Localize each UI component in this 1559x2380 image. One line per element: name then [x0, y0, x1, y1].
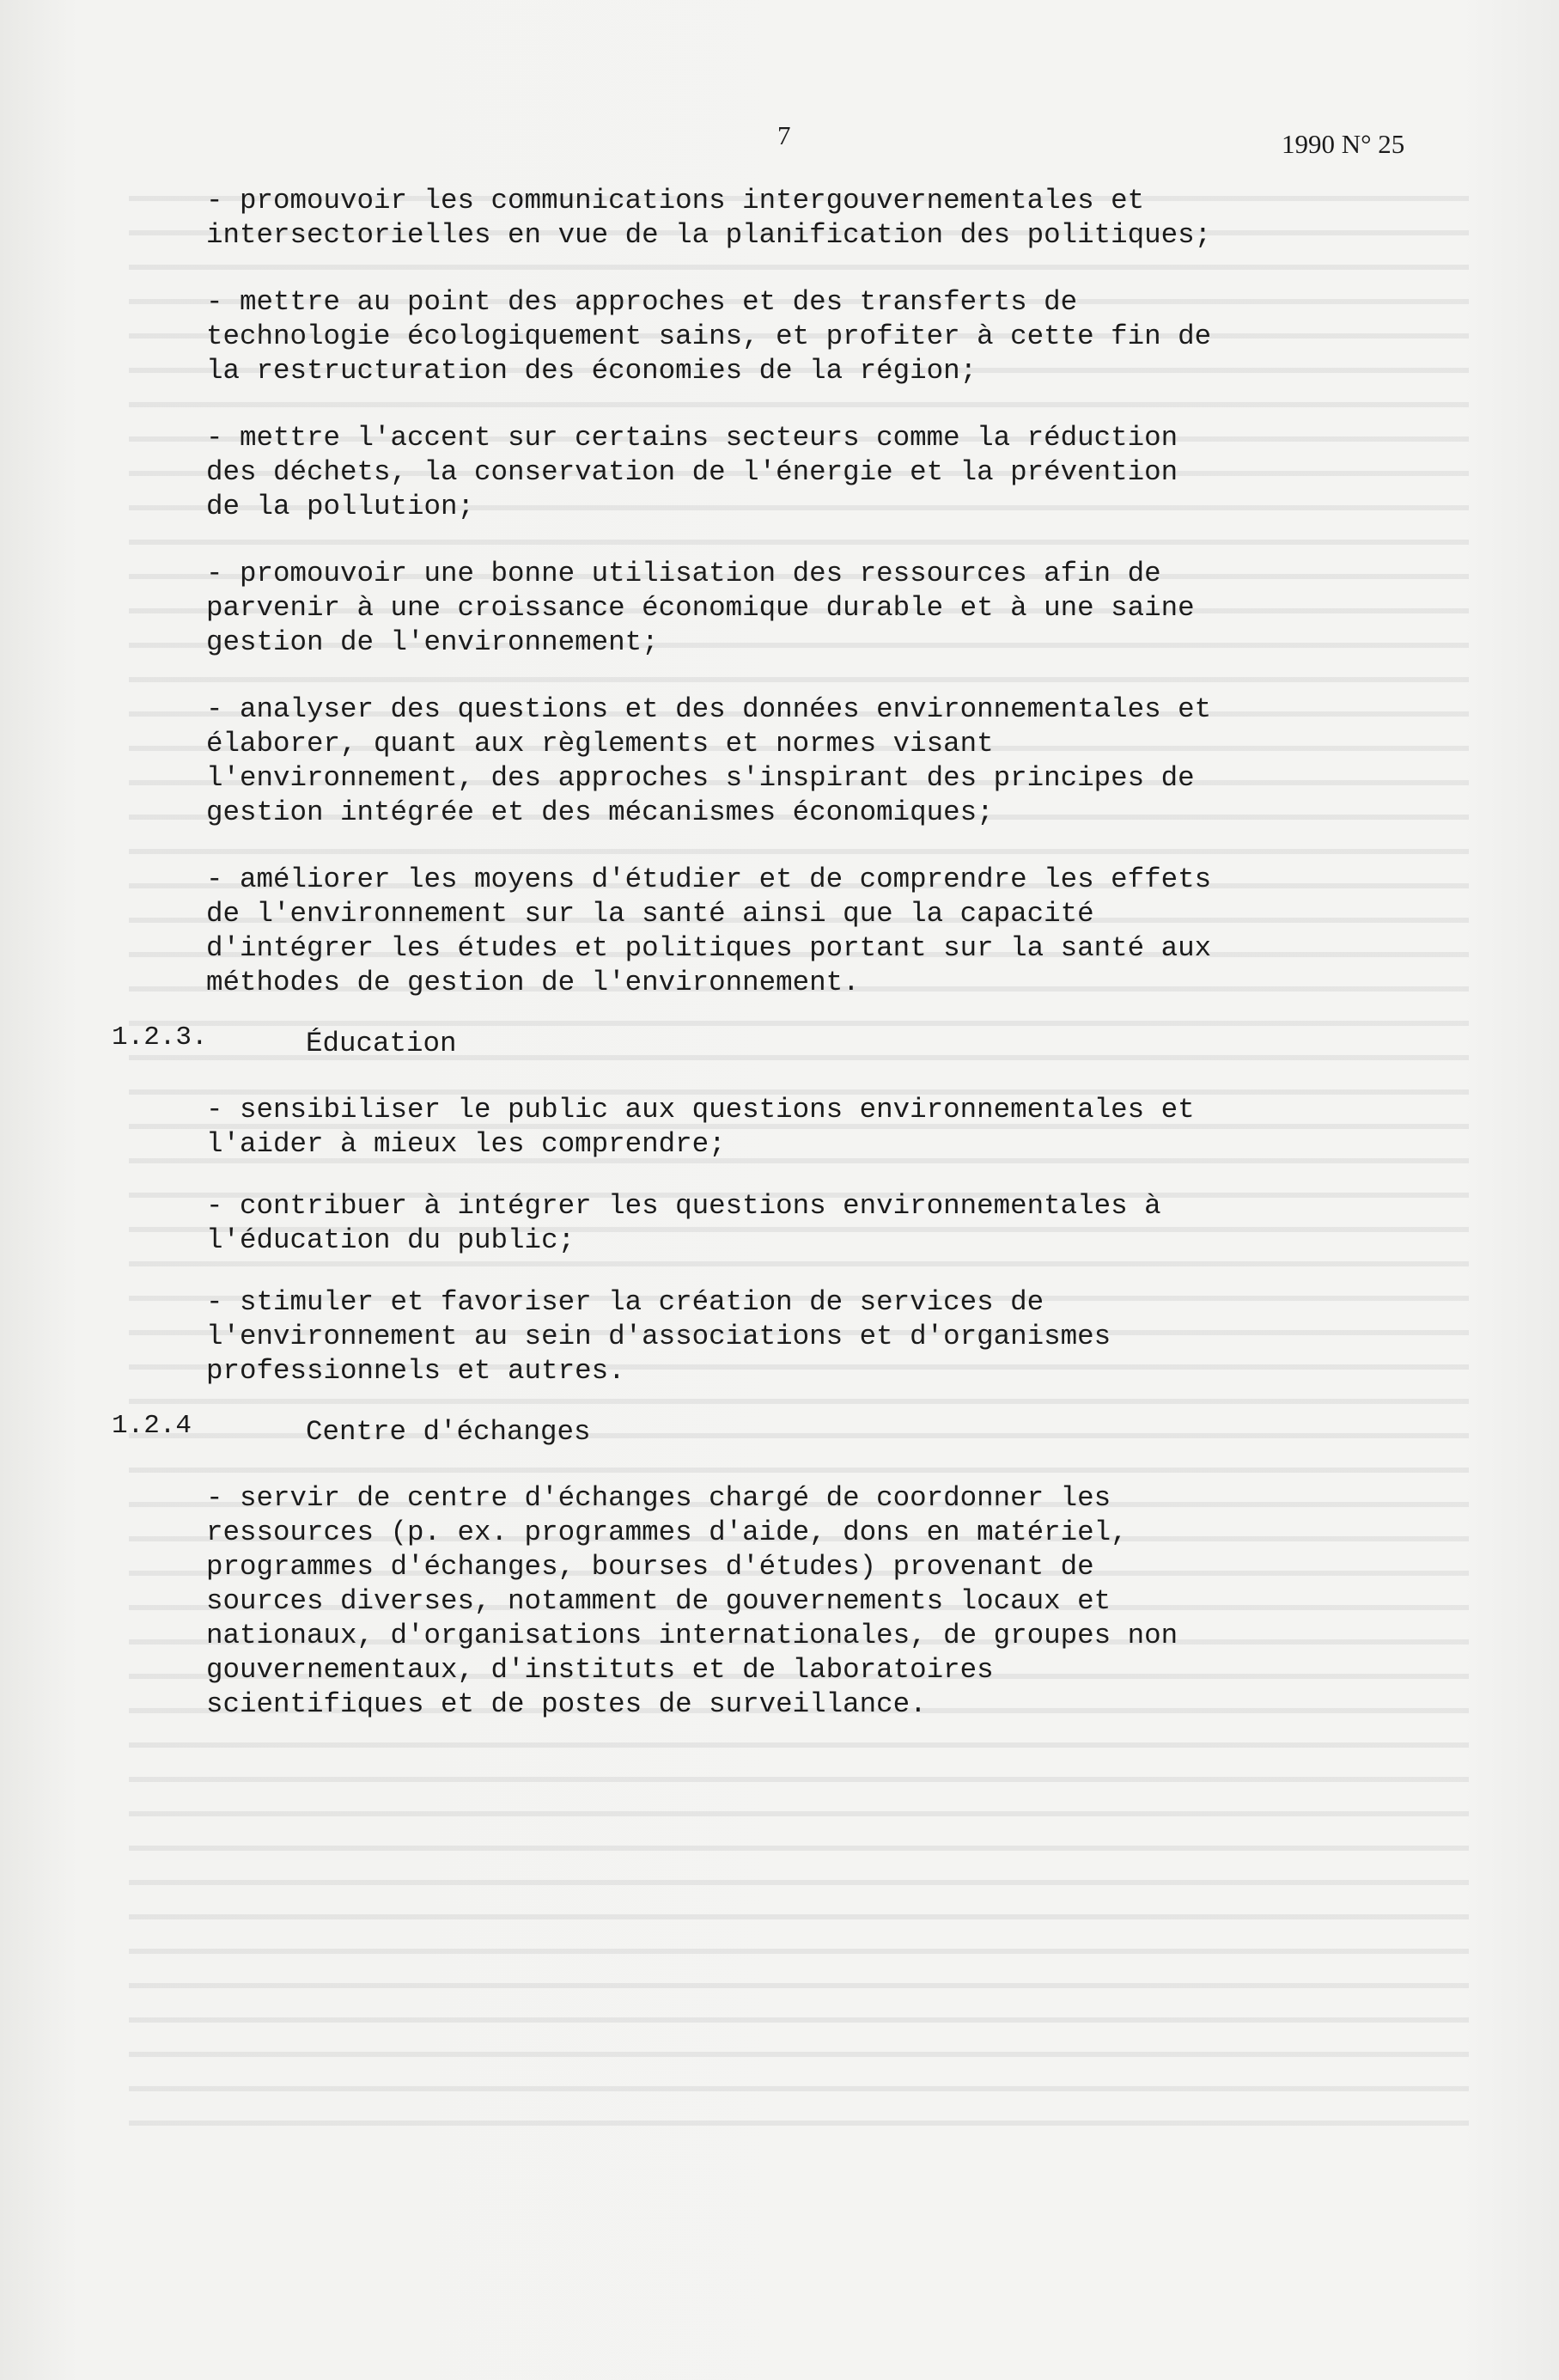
section-heading-education — [112, 1022, 1443, 1074]
list-item: - analyser des questions et des données environnementales et élaborer, quant aux règlements et normes visant l'environnement, des approches s'inspirant des principes de gestion intégrée et des mécanismes économiques; — [206, 693, 1212, 828]
list-item: - promouvoir une bonne utilisation des ressources afin de parvenir à une croissance économique durable et à une saine gestion de l'environnement; — [206, 558, 1195, 658]
list-item: - mettre l'accent sur certains secteurs comme la réduction des déchets, la conservation de l'énergie et la prévention de la pollution; — [206, 422, 1178, 522]
page-body — [112, 184, 1443, 1754]
section-title: Éducation — [306, 1028, 457, 1059]
list-item: - servir de centre d'échanges chargé de coordonner les ressources (p. ex. programmes d'aide, dons en matériel, programmes d'échanges, bourses d'études) provenant de sources diverses, notamment de gouvernements locaux et nationaux, d'organisations internationales, de groupes non gouvernementaux, d'instituts et de laboratoires scientifiques et de postes de surveillance. — [206, 1482, 1178, 1720]
list-item: - stimuler et favoriser la création de services de l'environnement au sein d'associations et d'organismes professionnels et autres. — [206, 1286, 1111, 1387]
section-number: 1.2.4 — [112, 1411, 192, 1441]
list-item: - améliorer les moyens d'étudier et de comprendre les effets de l'environnement sur la santé ainsi que la capacité d'intégrer les études et politiques portant sur la santé aux méthodes de gestion de l'environnement. — [206, 864, 1212, 998]
page-number: 7 — [777, 120, 791, 150]
issue-label: 1990 N° 25 — [1282, 129, 1405, 159]
page-header — [0, 120, 1559, 163]
list-item: - sensibiliser le public aux questions environnementales et l'aider à mieux les comprendre; — [206, 1094, 1195, 1160]
list-item: - promouvoir les communications intergouvernementales et intersectorielles en vue de la planification des politiques; — [206, 185, 1212, 251]
section-title: Centre d'échanges — [306, 1416, 591, 1448]
section-number: 1.2.3. — [112, 1022, 208, 1053]
list-item: - mettre au point des approches et des transferts de technologie écologiquement sains, et profiter à cette fin de la restructuration des économies de la région; — [206, 286, 1212, 387]
list-item: - contribuer à intégrer les questions environnementales à l'éducation du public; — [206, 1190, 1161, 1256]
section-heading-clearing-house — [112, 1411, 1443, 1462]
